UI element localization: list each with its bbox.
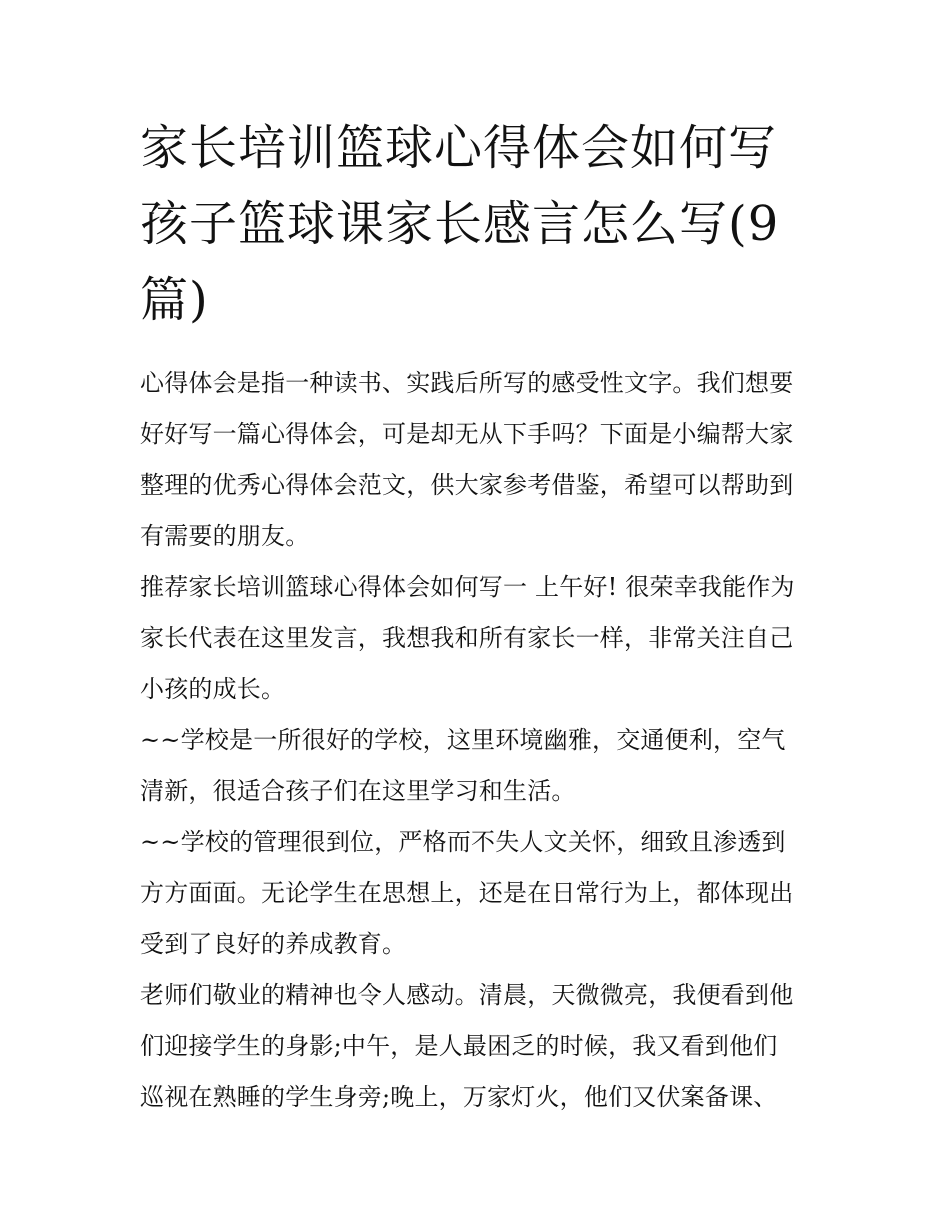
paragraph-line: 们迎接学生的身影;中午，是人最困乏的时候，我又看到他们 [140,1032,778,1060]
title-line: 孩子篮球课家长感言怎么写(9 [140,196,780,252]
document-title [140,110,800,338]
paragraph-line: 清新，很适合孩子们在这里学习和生活。 [140,777,576,805]
paragraph-teachers [140,970,820,1123]
paragraph-line: 方方面面。无论学生在思想上，还是在日常行为上，都体现出 [140,879,794,907]
paragraph-line: ~~学校是一所很好的学校，这里环境幽雅，交通便利，空气 [140,726,786,754]
paragraph-line: 好好写一篇心得体会，可是却无从下手吗？下面是小编帮大家 [140,420,794,448]
paragraph-line: 心得体会是指一种读书、实践后所写的感受性文字。我们想要 [140,369,794,397]
paragraph-line: 巡视在熟睡的学生身旁;晚上，万家灯火，他们又伏案备课、 [140,1083,778,1111]
title-line: 篇) [140,272,209,328]
paragraph-line: 小孩的成长。 [140,675,286,703]
paragraph-line: 整理的优秀心得体会范文，供大家参考借鉴，希望可以帮助到 [140,471,794,499]
paragraph-line: ~~学校的管理很到位，严格而不失人文关怀，细致且渗透到 [140,828,786,856]
document-body [140,358,820,1123]
paragraph-speech-opening [140,562,820,715]
paragraph-line: 推荐家长培训篮球心得体会如何写一 上午好! 很荣幸我能作为 [140,573,795,601]
paragraph-line: 老师们敬业的精神也令人感动。清晨，天微微亮，我便看到他 [140,981,794,1009]
paragraph-school-management [140,817,820,970]
paragraph-line: 家长代表在这里发言，我想我和所有家长一样，非常关注自己 [140,624,794,652]
title-line: 家长培训篮球心得体会如何写 [140,120,778,176]
document-page [140,110,820,1123]
paragraph-school-environment [140,715,820,817]
paragraph-intro [140,358,820,562]
paragraph-line: 受到了良好的养成教育。 [140,930,407,958]
paragraph-line: 有需要的朋友。 [140,522,310,550]
